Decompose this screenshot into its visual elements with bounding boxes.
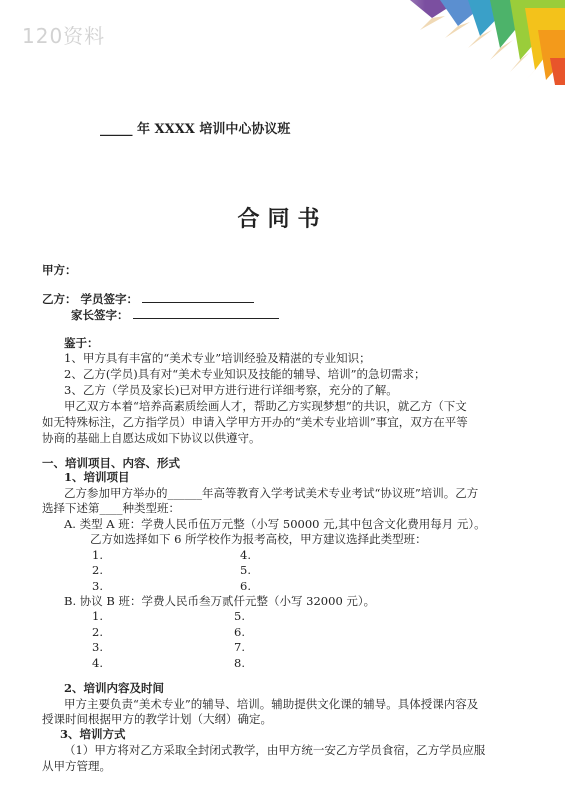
preface-heading: 鉴于： [64,336,99,350]
party-a-label: 甲方： [42,263,77,277]
list-item: 2. [92,563,103,577]
colored-pencils-image [350,0,565,85]
list-item: 3. [92,579,103,593]
sub-heading-1: 1、培训项目 [64,470,130,484]
class-a-note: 乙方如选择如下 6 所学校作为报考高校，甲方建议选择此类型班： [90,532,427,546]
parent-sign-field[interactable] [133,306,279,319]
header-text: 年 XXXX 培训中心协议班 [132,122,291,137]
paragraph-line: 选择下述第____种类型班： [42,501,180,515]
parent-sign-label: 家长签字： [71,308,129,322]
list-item: 7. [234,640,245,654]
preface-item: 2、乙方(学员)具有对“美术专业知识及技能的辅导、培训”的急切需求； [64,367,426,381]
page-title: 合同书 [237,206,328,232]
preface-para-line: 如无特殊标注，乙方指学员）申请入学甲方开办的“美术专业培训”事宜，双方在平等 [42,415,468,429]
list-item: 2. [92,625,103,639]
preface-para-line: 甲乙双方本着“培养高素质绘画人才，帮助乙方实现梦想”的共识，就乙方（下文 [64,399,467,413]
party-b-line [42,290,254,307]
list-item: 5. [234,609,245,623]
header-blank: _____ [100,122,133,137]
list-item: 4. [92,656,103,670]
student-sign-label: 学员签字： [80,292,139,306]
paragraph-line: 授课时间根据甲方的教学计划（大纲）确定。 [42,712,272,726]
list-item: 4. [240,548,251,562]
list-item: 6. [240,579,251,593]
parent-sign-line [71,306,279,323]
student-sign-field[interactable] [142,290,254,303]
list-item: 6. [234,625,245,639]
list-item: 8. [234,656,245,670]
party-b-label: 乙方： [42,292,77,306]
preface-item: 3、乙方（学员及家长)已对甲方进行进行详细考察，充分的了解。 [64,383,398,397]
paragraph-line: 甲方主要负责“美术专业”的辅导、培训。辅助提供文化课的辅导。具体授课内容及 [64,697,479,711]
paragraph-line: （1）甲方将对乙方采取全封闭式教学，由甲方统一安乙方学员食宿，乙方学员应服 [64,743,486,757]
list-item: 1. [92,548,103,562]
section1-heading: 一、培训项目、内容、形式 [42,456,180,470]
paragraph-line: 从甲方管理。 [42,759,111,773]
preface-item: 1、甲方具有丰富的“美术专业”培训经验及精湛的专业知识； [64,351,371,365]
watermark: 120资料 [22,24,106,48]
sub-heading-3: 3、培训方式 [60,727,126,741]
list-item: 3. [92,640,103,654]
header-line [100,118,290,137]
sub-heading-2: 2、培训内容及时间 [64,681,165,695]
class-a-line: A. 类型 A 班：学费人民币伍万元整（小写 50000 元,其中包含文化费用每月 元）。 [64,517,486,531]
class-b-line: B. 协议 B 班：学费人民币叁万贰仟元整（小写 32000 元）。 [64,594,376,608]
paragraph-line: 乙方参加甲方举办的______年高等教育入学考试美术专业考试“协议班”培训。乙方 [64,486,479,500]
list-item: 1. [92,609,103,623]
list-item: 5. [240,563,251,577]
preface-para-line: 协商的基础上自愿达成如下协议以供遵守。 [42,431,261,445]
